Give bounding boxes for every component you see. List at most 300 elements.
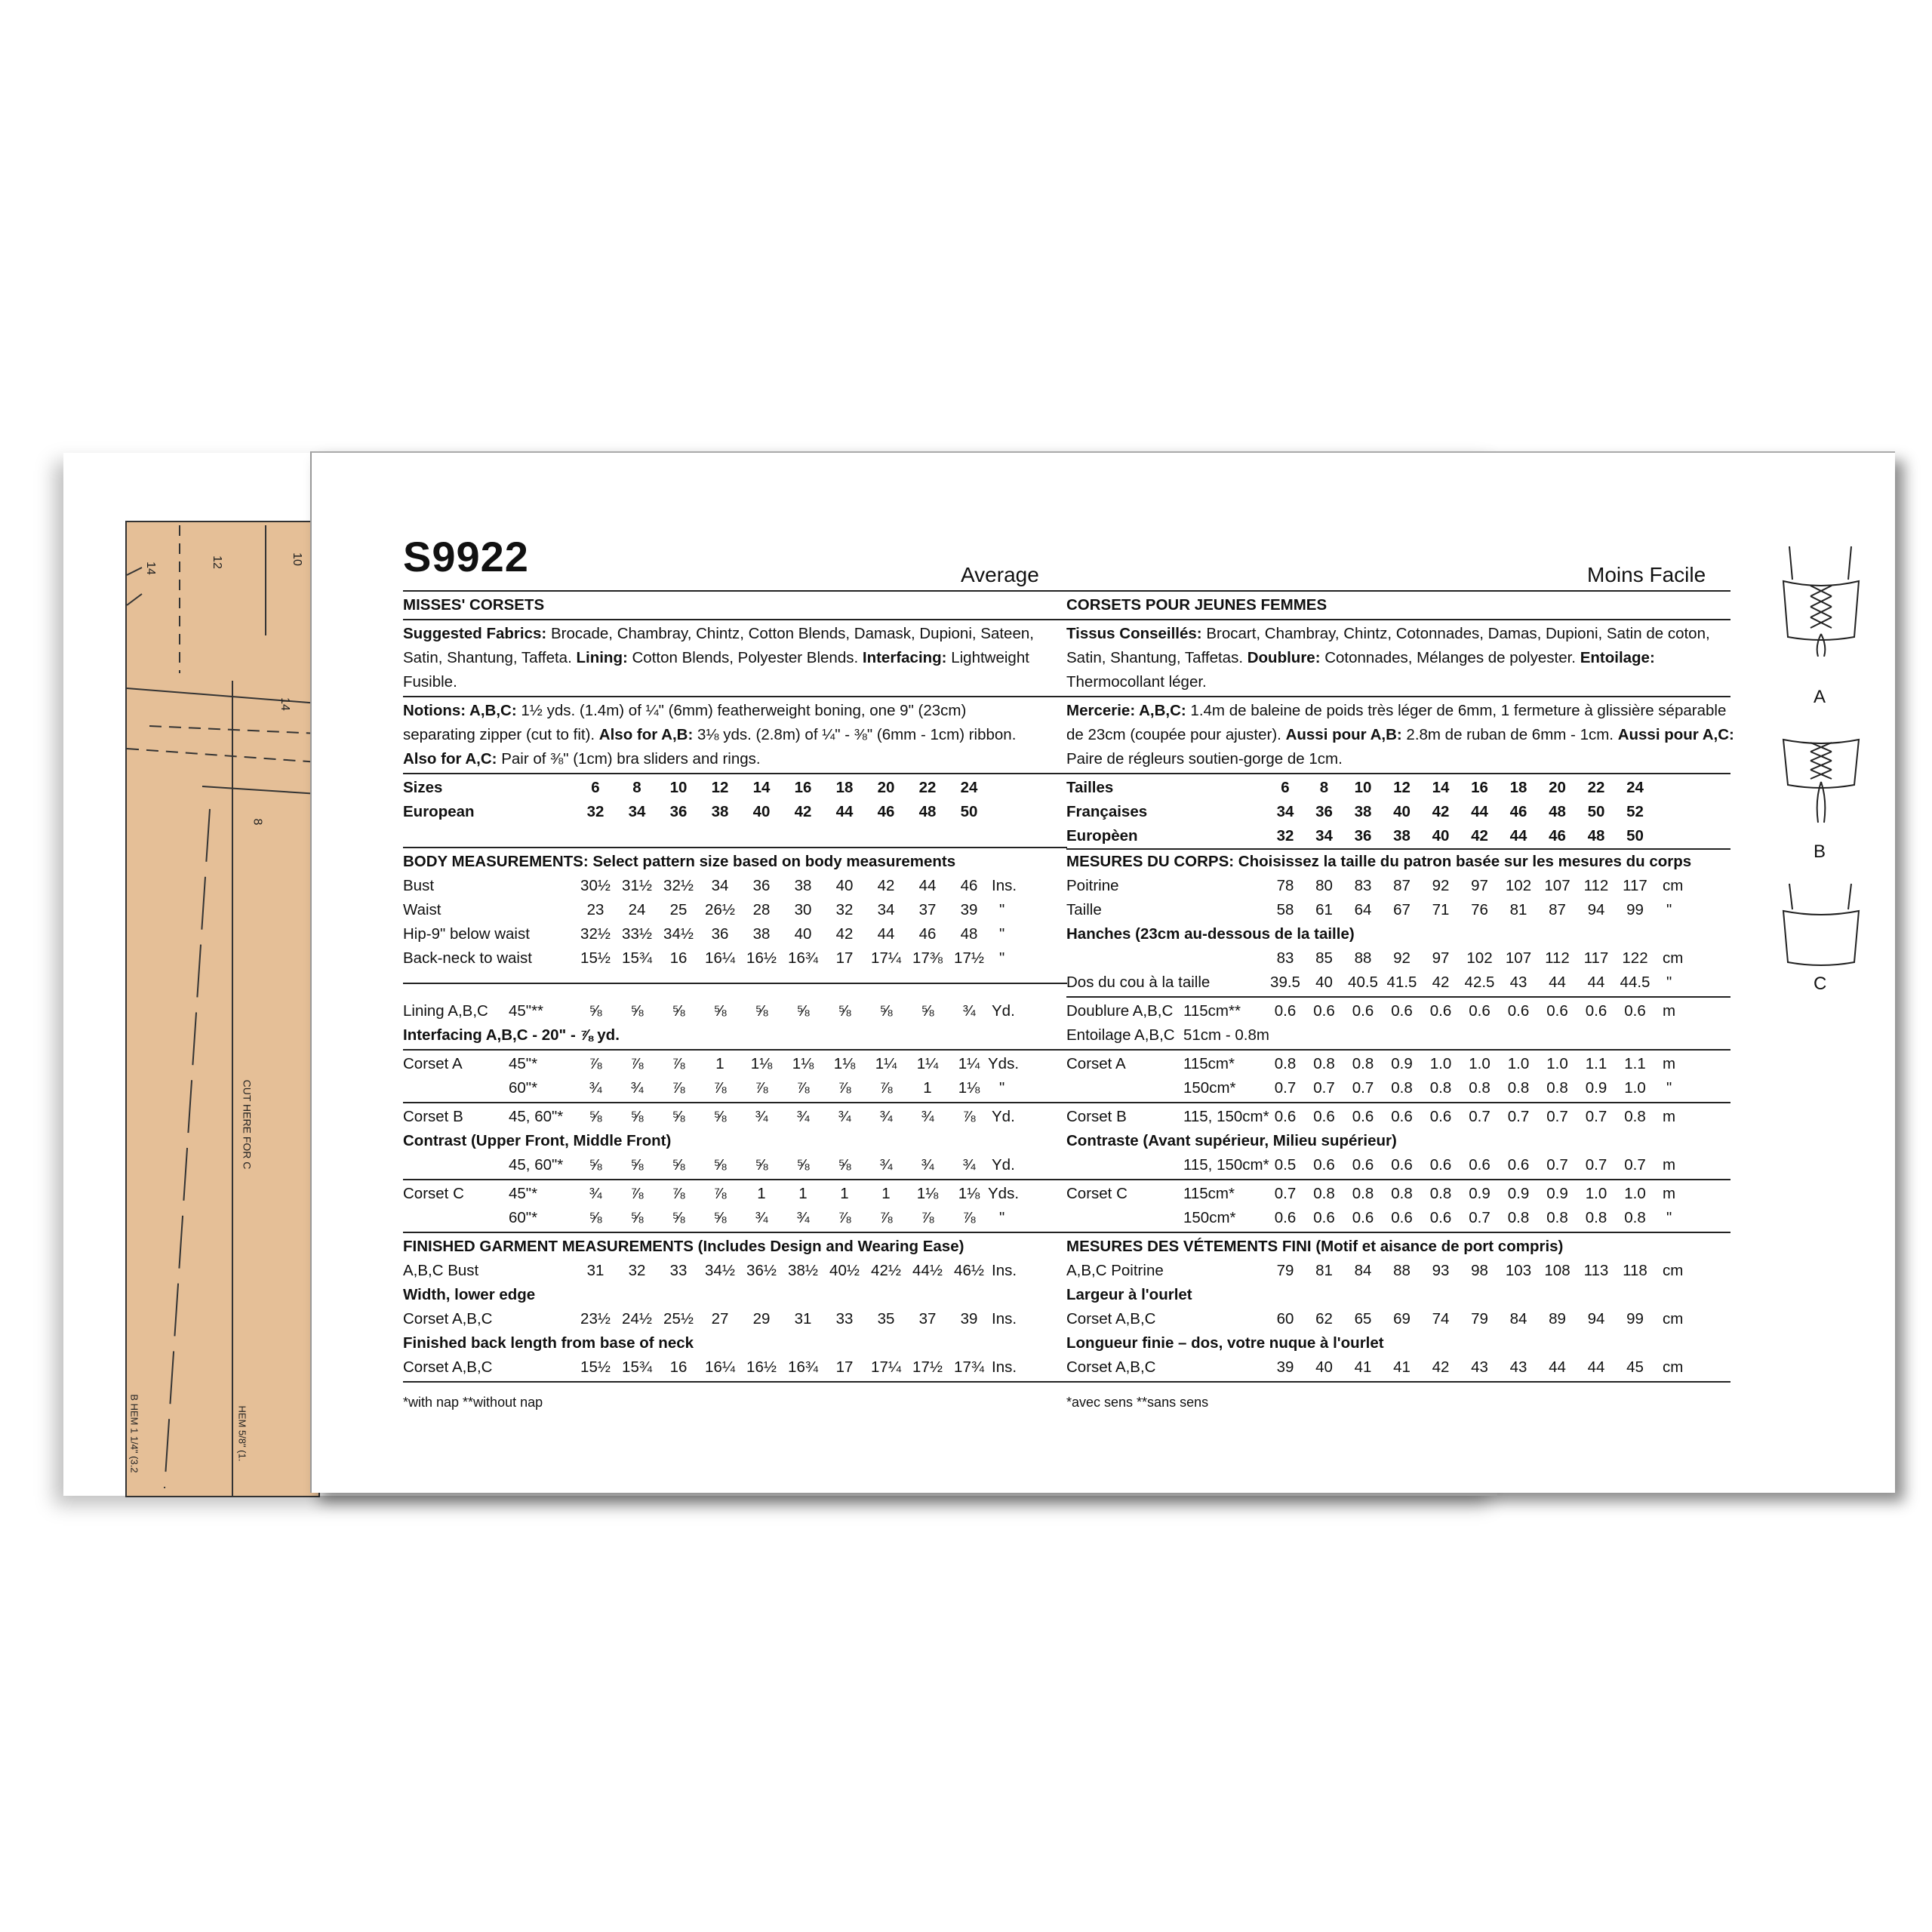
table-cell: 0.7 bbox=[1546, 1156, 1568, 1174]
row-label: A,B,C Poitrine bbox=[1066, 1262, 1164, 1279]
row-label: Corset A,B,C bbox=[403, 1310, 493, 1327]
table-cell: ⅞ bbox=[713, 1079, 727, 1097]
table-cell: 99 bbox=[1626, 901, 1644, 918]
rule bbox=[1066, 1049, 1730, 1051]
table-cell: 79 bbox=[1276, 1262, 1294, 1279]
table-cell: 42 bbox=[877, 877, 895, 894]
table-cell: 14 bbox=[752, 779, 771, 796]
unit-label: Ins. bbox=[992, 1262, 1017, 1279]
instruction-sheet bbox=[310, 451, 1895, 1493]
table-cell: 0.6 bbox=[1313, 1209, 1335, 1226]
unit-label: " bbox=[999, 1079, 1005, 1097]
unit-label: cm bbox=[1663, 877, 1684, 894]
table-cell: 1¼ bbox=[916, 1055, 939, 1072]
row-sublabel: 45"* bbox=[509, 1055, 538, 1072]
table-cell: 97 bbox=[1471, 877, 1488, 894]
table-cell: 32 bbox=[586, 803, 605, 820]
table-cell: 32½ bbox=[580, 925, 611, 943]
table-cell: 0.6 bbox=[1352, 1156, 1374, 1174]
row-sublabel: 60"* bbox=[509, 1079, 538, 1097]
table-cell: ⅝ bbox=[630, 1002, 644, 1020]
rule bbox=[1066, 1102, 1730, 1103]
table-cell: 0.7 bbox=[1274, 1079, 1297, 1097]
table-cell: 40 bbox=[1315, 974, 1333, 991]
row-sublabel: 150cm* bbox=[1183, 1209, 1236, 1226]
table-cell: 0.6 bbox=[1507, 1156, 1530, 1174]
table-cell: 35 bbox=[877, 1310, 895, 1327]
notions-line1: Notions: A,B,C: 1½ yds. (1.4m) of ¼" (6mm) featherweight boning, one 9" (23cm) bbox=[403, 702, 967, 719]
table-cell: 46 bbox=[877, 803, 895, 820]
footnote-en: *with nap **without nap bbox=[403, 1395, 543, 1410]
table-cell: 22 bbox=[1587, 779, 1605, 796]
rule bbox=[403, 1179, 1067, 1180]
table-cell: 16¼ bbox=[705, 949, 735, 967]
table-cell: 84 bbox=[1509, 1310, 1527, 1327]
tissus-line3: Thermocollant léger. bbox=[1066, 673, 1207, 691]
table-cell: 0.8 bbox=[1313, 1055, 1335, 1072]
bust-row bbox=[403, 874, 1067, 898]
table-cell: 43 bbox=[1509, 1358, 1527, 1376]
largeur-heading bbox=[1066, 1283, 1730, 1307]
table-cell: 67 bbox=[1393, 901, 1411, 918]
table-cell: 79 bbox=[1471, 1310, 1488, 1327]
row-label: MESURES DES VÉTEMENTS FINI (Motif et aisance de port compris) bbox=[1066, 1238, 1564, 1255]
table-cell: 0.9 bbox=[1391, 1055, 1413, 1072]
table-cell: 37 bbox=[918, 1310, 937, 1327]
pattern-code: S9922 bbox=[403, 533, 529, 580]
table-cell: 1.0 bbox=[1507, 1055, 1530, 1072]
row-label: FINISHED GARMENT MEASUREMENTS (Includes Design and Wearing Ease) bbox=[403, 1238, 964, 1255]
table-cell: 81 bbox=[1509, 901, 1527, 918]
corset-b-row bbox=[403, 1105, 1067, 1129]
table-cell: 24 bbox=[960, 779, 978, 796]
table-cell: 99 bbox=[1626, 1310, 1644, 1327]
table-cell: 50 bbox=[960, 803, 978, 820]
table-cell: 103 bbox=[1505, 1262, 1532, 1279]
table-cell: 71 bbox=[1432, 901, 1450, 918]
corset-b-row-fr bbox=[1066, 1105, 1730, 1129]
table-cell: ⅞ bbox=[630, 1185, 644, 1202]
table-cell: 113 bbox=[1583, 1262, 1609, 1279]
row-label: Lining A,B,C bbox=[403, 1002, 488, 1020]
row-label: Corset B bbox=[403, 1108, 463, 1125]
table-cell: 44 bbox=[918, 877, 937, 894]
table-cell: 46 bbox=[960, 877, 978, 894]
table-cell: 1 bbox=[840, 1185, 849, 1202]
row-label: Europèen bbox=[1066, 827, 1138, 844]
table-cell: 1.0 bbox=[1429, 1055, 1452, 1072]
table-cell: 74 bbox=[1432, 1310, 1450, 1327]
dos-row bbox=[1066, 971, 1730, 995]
table-cell: 118 bbox=[1623, 1262, 1647, 1279]
table-cell: 44 bbox=[1471, 803, 1488, 820]
table-cell: ¾ bbox=[962, 1156, 976, 1174]
row-label: Finished back length from base of neck bbox=[403, 1334, 694, 1352]
table-cell: 1⅛ bbox=[833, 1055, 856, 1072]
table-cell: 64 bbox=[1354, 901, 1372, 918]
table-cell: 81 bbox=[1315, 1262, 1333, 1279]
table-cell: 16½ bbox=[746, 1358, 777, 1376]
row-label: Entoilage A,B,C bbox=[1066, 1026, 1175, 1044]
table-cell: ⅝ bbox=[796, 1002, 810, 1020]
fabrics-line3: Fusible. bbox=[403, 673, 457, 691]
rule bbox=[403, 1102, 1067, 1103]
width-row bbox=[403, 1307, 1067, 1331]
table-cell: 40 bbox=[1393, 803, 1411, 820]
unit-label: " bbox=[1666, 1079, 1672, 1097]
table-cell: 1 bbox=[715, 1055, 724, 1072]
table-cell: 37 bbox=[918, 901, 937, 918]
table-cell: 38 bbox=[711, 803, 729, 820]
view-b-sketch bbox=[1776, 732, 1866, 830]
unit-label: cm bbox=[1663, 1262, 1684, 1279]
table-cell: 93 bbox=[1432, 1262, 1450, 1279]
table-cell: ⅞ bbox=[630, 1055, 644, 1072]
table-cell: 40 bbox=[794, 925, 812, 943]
table-cell: 1⅛ bbox=[958, 1185, 980, 1202]
table-cell: 41 bbox=[1393, 1358, 1411, 1376]
table-cell: 0.6 bbox=[1313, 1108, 1335, 1125]
row-label: Longueur finie – dos, votre nuque à l'ourlet bbox=[1066, 1334, 1384, 1352]
table-cell: 17½ bbox=[954, 949, 984, 967]
table-cell: 15¾ bbox=[622, 1358, 652, 1376]
table-cell: 17 bbox=[835, 1358, 854, 1376]
table-cell: 1 bbox=[798, 1185, 808, 1202]
table-cell: 0.8 bbox=[1546, 1209, 1568, 1226]
corset-c-row-fr-2 bbox=[1066, 1206, 1730, 1230]
piece-mark: 8 bbox=[251, 818, 264, 826]
table-cell: 41.5 bbox=[1386, 974, 1417, 991]
rule bbox=[1066, 1232, 1730, 1233]
pattern-lines bbox=[127, 522, 318, 1496]
table-cell: ⅞ bbox=[672, 1079, 685, 1097]
table-cell: 1.1 bbox=[1585, 1055, 1607, 1072]
unit-label: Ins. bbox=[992, 1310, 1017, 1327]
table-cell: 0.8 bbox=[1391, 1185, 1413, 1202]
table-cell: 44.5 bbox=[1620, 974, 1651, 991]
francaises-row bbox=[1066, 800, 1730, 824]
table-cell: 108 bbox=[1544, 1262, 1571, 1279]
contraste-heading bbox=[1066, 1129, 1730, 1153]
table-cell: 33½ bbox=[622, 925, 652, 943]
table-cell: 44 bbox=[877, 925, 895, 943]
table-cell: ⅝ bbox=[589, 1156, 602, 1174]
table-cell: 39 bbox=[960, 1310, 978, 1327]
row-label: BODY MEASUREMENTS: Select pattern size based on body measurements bbox=[403, 853, 956, 870]
table-cell: ¾ bbox=[838, 1108, 851, 1125]
table-cell: 17⅜ bbox=[912, 949, 943, 967]
back-row bbox=[403, 946, 1067, 971]
poitrine-fini-row bbox=[1066, 1259, 1730, 1283]
row-label: MESURES DU CORPS: Choisissez la taille du patron basée sur les mesures du corps bbox=[1066, 853, 1692, 870]
view-c-sketch bbox=[1776, 879, 1866, 970]
table-cell: 92 bbox=[1432, 877, 1450, 894]
rule bbox=[403, 983, 1067, 984]
table-cell: 42 bbox=[1471, 827, 1488, 844]
table-cell: 0.8 bbox=[1352, 1185, 1374, 1202]
notions-line2: separating zipper (cut to fit). Also for A,B: 3⅛ yds. (2.8m) of ¼" - ⅜" (6mm - 1cm) ribbon. bbox=[403, 726, 1017, 743]
table-cell: ¾ bbox=[921, 1156, 934, 1174]
row-sublabel: 115cm* bbox=[1183, 1055, 1235, 1072]
table-cell: 24½ bbox=[622, 1310, 652, 1327]
table-cell: 18 bbox=[835, 779, 854, 796]
table-cell: 17 bbox=[835, 949, 854, 967]
row-label: Corset A bbox=[1066, 1055, 1126, 1072]
table-cell: 31½ bbox=[622, 877, 652, 894]
hem-label: HEM 5/8" (1. bbox=[236, 1405, 248, 1462]
table-cell: 0.9 bbox=[1585, 1079, 1607, 1097]
taille-row bbox=[1066, 898, 1730, 922]
table-cell: ⅝ bbox=[630, 1108, 644, 1125]
table-cell: 0.8 bbox=[1391, 1079, 1413, 1097]
length-row bbox=[403, 1355, 1067, 1380]
table-cell: 30 bbox=[794, 901, 812, 918]
unit-label: " bbox=[999, 901, 1005, 918]
table-cell: 44 bbox=[1549, 974, 1566, 991]
table-cell: 89 bbox=[1549, 1310, 1566, 1327]
table-cell: 8 bbox=[1319, 779, 1329, 796]
table-cell: 117 bbox=[1623, 877, 1647, 894]
table-cell: 107 bbox=[1544, 877, 1571, 894]
table-cell: 20 bbox=[877, 779, 895, 796]
table-cell: ⅝ bbox=[672, 1002, 685, 1020]
table-cell: 0.6 bbox=[1313, 1002, 1335, 1020]
table-cell: 33 bbox=[669, 1262, 688, 1279]
table-cell: 36 bbox=[1354, 827, 1372, 844]
rule bbox=[403, 1381, 1067, 1383]
table-cell: 0.8 bbox=[1624, 1209, 1646, 1226]
table-cell: 1 bbox=[923, 1079, 932, 1097]
table-cell: 22 bbox=[918, 779, 937, 796]
table-cell: 0.6 bbox=[1507, 1002, 1530, 1020]
table-cell: 15¾ bbox=[622, 949, 652, 967]
row-sublabel: 45, 60"* bbox=[509, 1108, 564, 1125]
row-sublabel: 51cm - 0.8m bbox=[1183, 1026, 1269, 1044]
row-label: Dos du cou à la taille bbox=[1066, 974, 1211, 991]
table-cell: 17¼ bbox=[871, 949, 901, 967]
table-cell: 0.7 bbox=[1546, 1108, 1568, 1125]
table-cell: 0.8 bbox=[1585, 1209, 1607, 1226]
table-cell: 42.5 bbox=[1464, 974, 1495, 991]
table-cell: 0.7 bbox=[1585, 1108, 1607, 1125]
table-cell: ⅝ bbox=[630, 1209, 644, 1226]
table-cell: 24 bbox=[1626, 779, 1644, 796]
unit-label: Ins. bbox=[992, 1358, 1017, 1376]
row-sublabel: 60"* bbox=[509, 1209, 538, 1226]
table-cell: ⅞ bbox=[672, 1055, 685, 1072]
rule bbox=[403, 1049, 1067, 1051]
table-cell: 15½ bbox=[580, 1358, 611, 1376]
table-cell: ⅞ bbox=[755, 1079, 768, 1097]
fabrics-line1: Suggested Fabrics: Brocade, Chambray, Chintz, Cotton Blends, Damask, Dupioni, Sateen, bbox=[403, 625, 1034, 642]
corset-a-row bbox=[403, 1052, 1067, 1076]
table-cell: 44 bbox=[1587, 974, 1605, 991]
table-cell: ⅞ bbox=[672, 1185, 685, 1202]
table-cell: 20 bbox=[1549, 779, 1566, 796]
table-cell: ¾ bbox=[755, 1108, 768, 1125]
table-cell: 0.6 bbox=[1391, 1156, 1413, 1174]
unit-label: " bbox=[1666, 901, 1672, 918]
corset-c-row-2 bbox=[403, 1206, 1067, 1230]
row-label: Hip-9" below waist bbox=[403, 925, 530, 943]
table-cell: 50 bbox=[1587, 803, 1605, 820]
row-label: Corset B bbox=[1066, 1108, 1127, 1125]
table-cell: 44 bbox=[1587, 1358, 1605, 1376]
table-cell: 8 bbox=[632, 779, 641, 796]
table-cell: 69 bbox=[1393, 1310, 1411, 1327]
table-cell: 39.5 bbox=[1270, 974, 1300, 991]
table-cell: 0.6 bbox=[1274, 1209, 1297, 1226]
table-cell: 26½ bbox=[705, 901, 735, 918]
table-cell: 23½ bbox=[580, 1310, 611, 1327]
table-cell: 0.6 bbox=[1469, 1156, 1491, 1174]
table-cell: 29 bbox=[752, 1310, 771, 1327]
table-cell: ¾ bbox=[755, 1209, 768, 1226]
table-cell: 16 bbox=[669, 1358, 688, 1376]
table-cell: 24 bbox=[628, 901, 646, 918]
table-cell: 40½ bbox=[829, 1262, 860, 1279]
largeur-row bbox=[1066, 1307, 1730, 1331]
table-cell: ⅝ bbox=[630, 1156, 644, 1174]
row-label: Corset A,B,C bbox=[1066, 1358, 1156, 1376]
table-cell: 52 bbox=[1626, 803, 1644, 820]
table-cell: 78 bbox=[1276, 877, 1294, 894]
cut-here-label: CUT HERE FOR C bbox=[241, 1079, 254, 1170]
table-cell: 0.6 bbox=[1352, 1209, 1374, 1226]
table-cell: 34 bbox=[628, 803, 646, 820]
table-cell: 1.0 bbox=[1546, 1055, 1568, 1072]
table-cell: 0.6 bbox=[1352, 1002, 1374, 1020]
unit-label: m bbox=[1663, 1108, 1676, 1125]
hip-row bbox=[403, 922, 1067, 946]
row-sublabel: 45, 60"* bbox=[509, 1156, 564, 1174]
row-sublabel: 115cm* bbox=[1183, 1185, 1235, 1202]
table-cell: 0.6 bbox=[1274, 1108, 1297, 1125]
table-cell: 16¼ bbox=[705, 1358, 735, 1376]
table-cell: 50 bbox=[1626, 827, 1644, 844]
table-cell: 44 bbox=[1509, 827, 1527, 844]
table-cell: 40.5 bbox=[1348, 974, 1378, 991]
table-cell: ⅞ bbox=[713, 1185, 727, 1202]
unit-label: m bbox=[1663, 1185, 1676, 1202]
table-cell: 38 bbox=[1393, 827, 1411, 844]
rule bbox=[1066, 996, 1730, 998]
table-cell: 43 bbox=[1509, 974, 1527, 991]
hanches-row bbox=[1066, 946, 1730, 971]
table-cell: 0.9 bbox=[1507, 1185, 1530, 1202]
row-label: Taille bbox=[1066, 901, 1102, 918]
table-cell: 98 bbox=[1471, 1262, 1488, 1279]
table-cell: 44 bbox=[835, 803, 854, 820]
table-cell: 44 bbox=[1549, 1358, 1566, 1376]
table-cell: 0.6 bbox=[1391, 1108, 1413, 1125]
row-label: Corset A,B,C bbox=[403, 1358, 493, 1376]
table-cell: ⅝ bbox=[755, 1002, 768, 1020]
table-cell: 58 bbox=[1276, 901, 1294, 918]
table-cell: 0.6 bbox=[1352, 1108, 1374, 1125]
tissus-line2: Satin, Shantung, Taffetas. Doublure: Cotonnades, Mélanges de polyester. Entoilage: bbox=[1066, 649, 1655, 666]
finished-heading bbox=[403, 1235, 1067, 1259]
table-cell: ⅞ bbox=[921, 1209, 934, 1226]
table-cell: ¾ bbox=[879, 1156, 893, 1174]
difficulty-en: Average bbox=[961, 563, 1039, 586]
table-cell: 30½ bbox=[580, 877, 611, 894]
table-cell: 0.7 bbox=[1274, 1185, 1297, 1202]
entoilage-row bbox=[1066, 1023, 1730, 1048]
table-cell: 0.7 bbox=[1624, 1156, 1646, 1174]
piece-mark: 10 bbox=[290, 552, 303, 566]
rule bbox=[1066, 1179, 1730, 1180]
row-sublabel: 115, 150cm* bbox=[1183, 1156, 1269, 1174]
tailles-row bbox=[1066, 776, 1730, 800]
table-cell: 16 bbox=[1471, 779, 1488, 796]
table-cell: 17½ bbox=[912, 1358, 943, 1376]
corset-c-row bbox=[403, 1182, 1067, 1206]
table-cell: 31 bbox=[794, 1310, 812, 1327]
table-cell: 36 bbox=[1315, 803, 1333, 820]
table-cell: 0.8 bbox=[1507, 1079, 1530, 1097]
table-cell: 1¼ bbox=[875, 1055, 897, 1072]
table-cell: 40 bbox=[835, 877, 854, 894]
pattern-tissue-piece bbox=[125, 521, 320, 1497]
body-heading bbox=[403, 850, 1067, 874]
table-cell: 1⅛ bbox=[958, 1079, 980, 1097]
table-cell: 44½ bbox=[912, 1262, 943, 1279]
table-cell: 1.0 bbox=[1469, 1055, 1491, 1072]
table-cell: ⅞ bbox=[796, 1079, 810, 1097]
table-cell: 40 bbox=[1432, 827, 1450, 844]
table-cell: 43 bbox=[1471, 1358, 1488, 1376]
table-cell: 42 bbox=[835, 925, 854, 943]
table-cell: 0.8 bbox=[1352, 1055, 1374, 1072]
table-cell: 16¾ bbox=[788, 949, 818, 967]
table-cell: 0.7 bbox=[1352, 1079, 1374, 1097]
table-cell: ⅝ bbox=[672, 1156, 685, 1174]
table-cell: ¾ bbox=[879, 1108, 893, 1125]
mercerie-line2: de 23cm (coupée pour ajuster). Aussi pour A,B: 2.8m de ruban de 6mm - 1cm. Aussi pour A,C: bbox=[1066, 726, 1734, 743]
row-label: Poitrine bbox=[1066, 877, 1119, 894]
table-cell: 36½ bbox=[746, 1262, 777, 1279]
rule bbox=[1066, 1381, 1730, 1383]
table-cell: 76 bbox=[1471, 901, 1488, 918]
table-cell: 0.7 bbox=[1585, 1156, 1607, 1174]
row-label: Largeur à l'ourlet bbox=[1066, 1286, 1192, 1303]
table-cell: ⅝ bbox=[672, 1209, 685, 1226]
table-cell: 39 bbox=[1276, 1358, 1294, 1376]
table-cell: 48 bbox=[1549, 803, 1566, 820]
table-cell: 18 bbox=[1509, 779, 1527, 796]
table-cell: 0.6 bbox=[1429, 1156, 1452, 1174]
table-cell: 83 bbox=[1354, 877, 1372, 894]
table-cell: 36 bbox=[711, 925, 729, 943]
table-cell: 0.6 bbox=[1624, 1002, 1646, 1020]
contrast-heading bbox=[403, 1129, 1067, 1153]
table-cell: 34½ bbox=[705, 1262, 735, 1279]
mesures-fini-heading bbox=[1066, 1235, 1730, 1259]
table-cell: 1.0 bbox=[1585, 1185, 1607, 1202]
table-cell: 62 bbox=[1315, 1310, 1333, 1327]
row-label: Corset A bbox=[403, 1055, 463, 1072]
table-cell: 1.1 bbox=[1624, 1055, 1646, 1072]
rule bbox=[403, 1232, 1067, 1233]
table-cell: 60 bbox=[1276, 1310, 1294, 1327]
table-cell: 12 bbox=[1393, 779, 1411, 796]
table-cell: ⅞ bbox=[838, 1209, 851, 1226]
view-c-label: C bbox=[1814, 974, 1827, 994]
table-cell: ¾ bbox=[796, 1108, 810, 1125]
unit-label: m bbox=[1663, 1156, 1676, 1174]
table-cell: 25½ bbox=[663, 1310, 694, 1327]
